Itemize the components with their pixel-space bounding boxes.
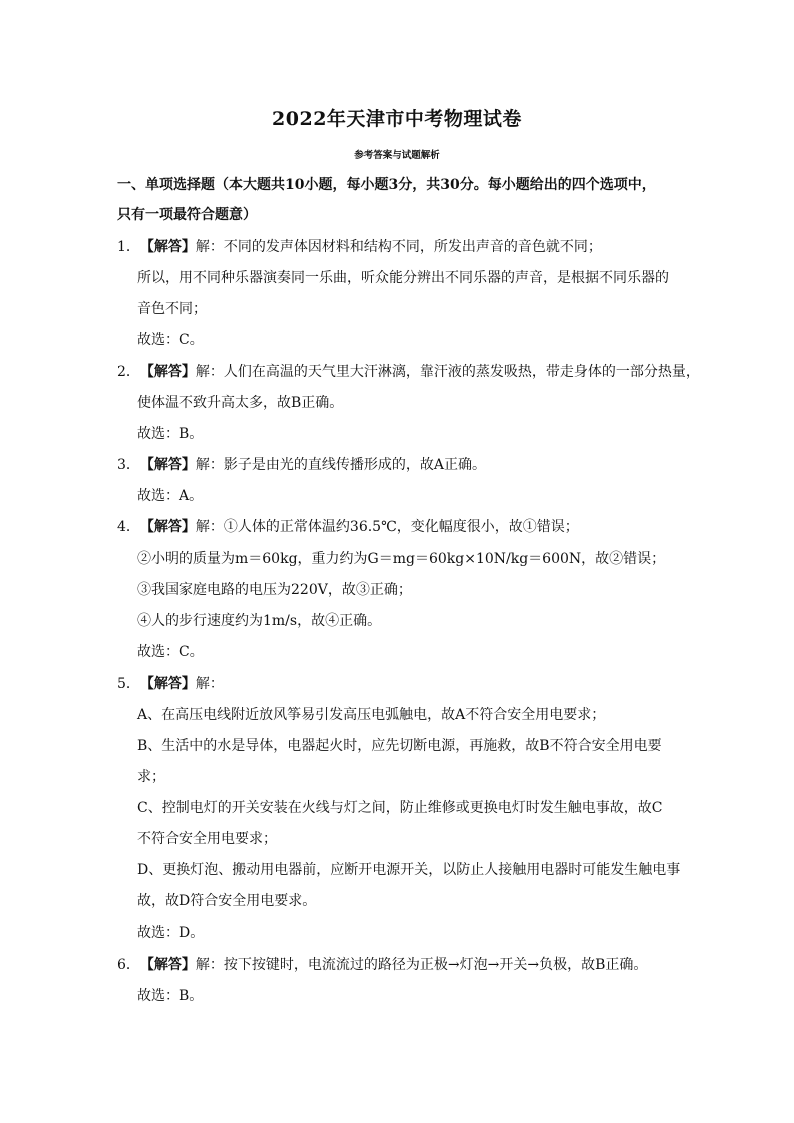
- answer-item-3: [117, 455, 486, 475]
- answer-text: 使体温不致升高太多，故B正确。: [137, 395, 344, 411]
- answer-choice: 故选：C。: [137, 644, 204, 660]
- answer-text: 求；: [137, 769, 165, 785]
- answer-text: 解：不同的发声体因材料和结构不同，所发出声音的音色就不同；: [195, 239, 602, 255]
- answer-choice: 故选：D。: [137, 925, 205, 941]
- section-heading-line-1: 一、单项选择题（本大题共10小题，每小题3分，共30分。每小题给出的四个选项中，: [117, 177, 656, 193]
- answer-text: ③我国家庭电路的电压为220V，故③正确；: [137, 582, 412, 598]
- answer-text: ②小明的质量为m＝60kg，重力约为G＝mg＝60kg×10N/kg＝600N，故②错误；: [137, 551, 666, 567]
- answer-tag: 【解答】: [139, 239, 196, 255]
- answer-text: 解：人们在高温的天气里大汗淋漓，靠汗液的蒸发吸热，带走身体的一部分热量，: [195, 364, 700, 380]
- answer-text: 不符合安全用电要求；: [137, 831, 277, 847]
- answer-item-6: [117, 955, 647, 975]
- item-number: 2．: [117, 364, 140, 380]
- item-number: 4．: [117, 519, 140, 535]
- answer-choice: 故选：A。: [137, 488, 204, 504]
- item-number: 5．: [117, 676, 140, 692]
- answer-choice: 故选：B。: [137, 988, 204, 1004]
- answer-text: 故，故D符合安全用电要求。: [137, 893, 317, 909]
- section-heading-line-2: 只有一项最符合题意）: [117, 207, 257, 223]
- answer-text: D、更换灯泡、搬动用电器前，应断开电源开关，以防止人接触用电器时可能发生触电事: [137, 862, 681, 878]
- answer-text: 音色不同；: [137, 301, 207, 317]
- answer-tag: 【解答】: [139, 519, 196, 535]
- answer-text: ④人的步行速度约为1m/s，故④正确。: [137, 613, 382, 629]
- answer-item-1: [117, 237, 602, 257]
- item-number: 6．: [117, 957, 140, 973]
- answer-choice: 故选：C。: [137, 332, 204, 348]
- answer-tag: 【解答】: [139, 957, 196, 973]
- answer-text: B、生活中的水是导体，电器起火时，应先切断电源，再施救，故B不符合安全用电要: [137, 738, 662, 754]
- answer-text: 解：按下按键时，电流流过的路径为正极→灯泡→开关→负极，故B正确。: [195, 957, 648, 973]
- answer-text: 所以，用不同种乐器演奏同一乐曲，听众能分辨出不同乐器的声音，是根据不同乐器的: [137, 270, 669, 286]
- answer-item-5: [117, 674, 224, 694]
- answer-tag: 【解答】: [139, 457, 196, 473]
- answer-text: 解：影子是由光的直线传播形成的，故A正确。: [195, 457, 487, 473]
- answer-item-2: [117, 362, 700, 382]
- item-number: 3．: [117, 457, 140, 473]
- answer-text: 解：: [195, 676, 224, 692]
- page-subtitle: 参考答案与试题解析: [354, 150, 440, 161]
- answer-item-4: [117, 517, 579, 537]
- answer-tag: 【解答】: [139, 676, 196, 692]
- answer-text: 解：①人体的正常体温约36.5℃，变化幅度很小，故①错误；: [195, 519, 579, 535]
- answer-text: A、在高压电线附近放风筝易引发高压电弧触电，故A不符合安全用电要求；: [137, 707, 606, 723]
- answer-choice: 故选：B。: [137, 426, 204, 442]
- answer-tag: 【解答】: [139, 364, 196, 380]
- page-title: 2022年天津市中考物理试卷: [272, 108, 522, 130]
- item-number: 1．: [117, 239, 140, 255]
- answer-text: C、控制电灯的开关安装在火线与灯之间，防止维修或更换电灯时发生触电事故，故C: [137, 800, 663, 816]
